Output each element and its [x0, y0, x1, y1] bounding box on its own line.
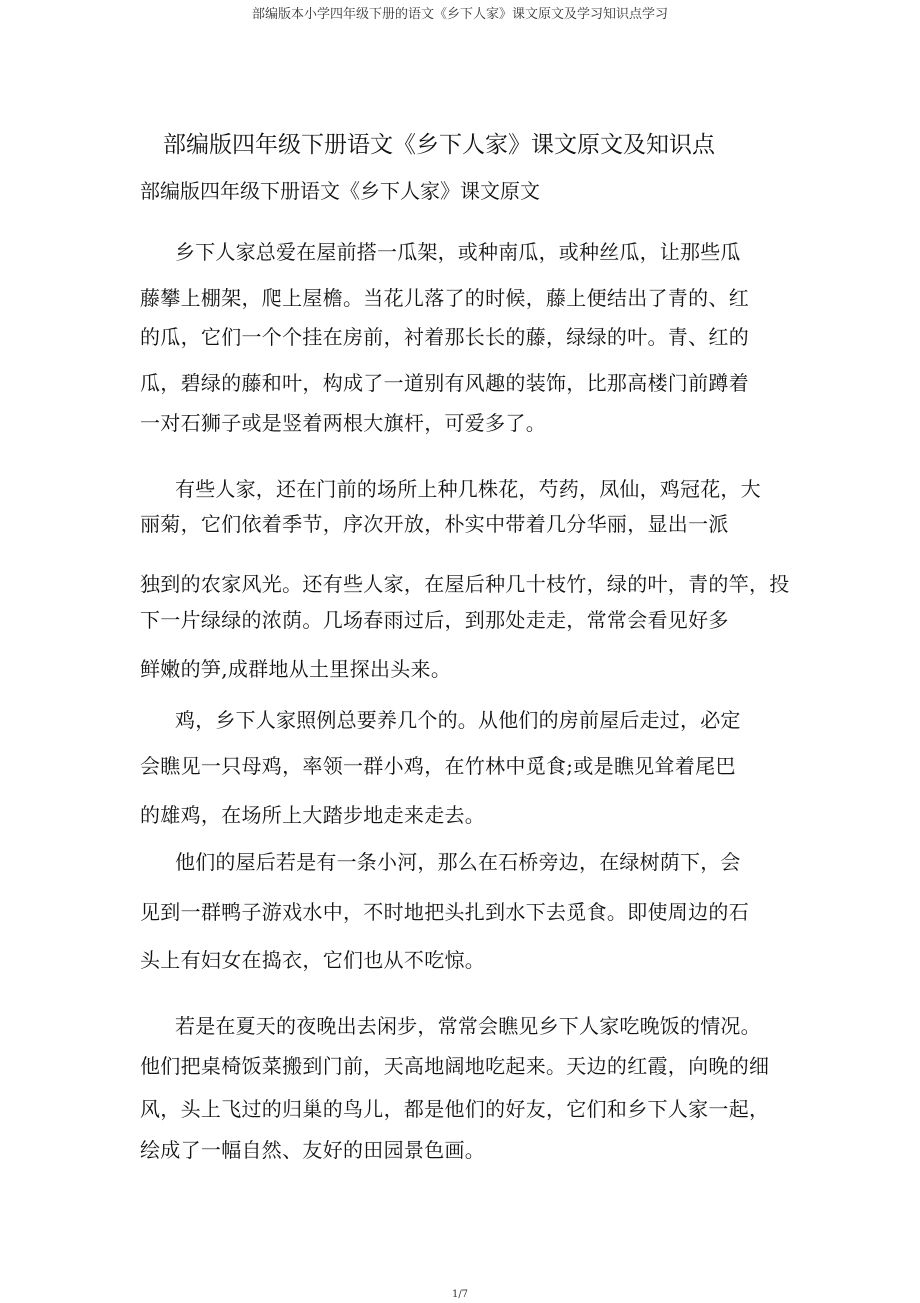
- text-line: 鸡，乡下人家照例总要养几个的。从他们的房前屋后走过，必定: [175, 708, 741, 732]
- text-line: 独到的农家风光。还有些人家，在屋后种几十枝竹，绿的叶，青的竿，投: [140, 572, 790, 596]
- text-line: 瓜，碧绿的藤和叶，构成了一道别有风趣的装饰，比那高楼门前蹲着: [140, 371, 749, 395]
- text-line: 见到一群鸭子游戏水中，不时地把头扎到水下去觅食。即使周边的石: [140, 900, 749, 924]
- text-line: 他们的屋后若是有一条小河，那么在石桥旁边，在绿树荫下，会: [175, 850, 741, 874]
- text-line: 风，头上飞过的归巢的鸟儿，都是他们的好友，它们和乡下人家一起，: [140, 1097, 770, 1121]
- text-line: 丽菊，它们依着季节，序次开放，朴实中带着几分华丽，显出一派: [140, 512, 729, 536]
- document-title: 部编版四年级下册语文《乡下人家》课文原文及知识点: [163, 132, 715, 158]
- text-line: 藤攀上棚架，爬上屋檐。当花儿落了的时候，藤上便结出了青的、红: [140, 286, 749, 310]
- page-header: 部编版本小学四年级下册的语文《乡下人家》课文原文及学习知识点学习: [251, 7, 668, 22]
- text-line: 若是在夏天的夜晚出去闲步，常常会瞧见乡下人家吃晚饭的情况。: [175, 1014, 761, 1038]
- text-line: 一对石狮子或是竖着两根大旗杆，可爱多了。: [140, 411, 546, 435]
- document-subtitle: 部编版四年级下册语文《乡下人家》课文原文: [140, 179, 540, 203]
- text-line: 乡下人家总爱在屋前搭一瓜架，或种南瓜，或种丝瓜，让那些瓜: [175, 240, 741, 264]
- text-line: 会瞧见一只母鸡，率领一群小鸡，在竹林中觅食;或是瞧见耸着尾巴: [140, 754, 736, 778]
- text-line: 鲜嫩的笋,成群地从土里探出头来。: [140, 657, 452, 681]
- text-line: 头上有妇女在捣衣，它们也从不吃惊。: [140, 948, 486, 972]
- page-number: 1/7: [451, 1289, 469, 1300]
- text-line: 有些人家，还在门前的场所上种几株花，芍药，凤仙，鸡冠花，大: [175, 477, 761, 501]
- text-line: 下一片绿绿的浓荫。几场春雨过后，到那处走走，常常会看见好多: [140, 608, 729, 632]
- text-line: 绘成了一幅自然、友好的田园景色画。: [140, 1138, 486, 1162]
- text-line: 他们把桌椅饭菜搬到门前，天高地阔地吃起来。天边的红霞，向晚的细: [140, 1054, 770, 1078]
- text-line: 的瓜，它们一个个挂在房前，衬着那长长的藤，绿绿的叶。青、红的: [140, 325, 749, 349]
- text-line: 的雄鸡，在场所上大踏步地走来走去。: [140, 803, 486, 827]
